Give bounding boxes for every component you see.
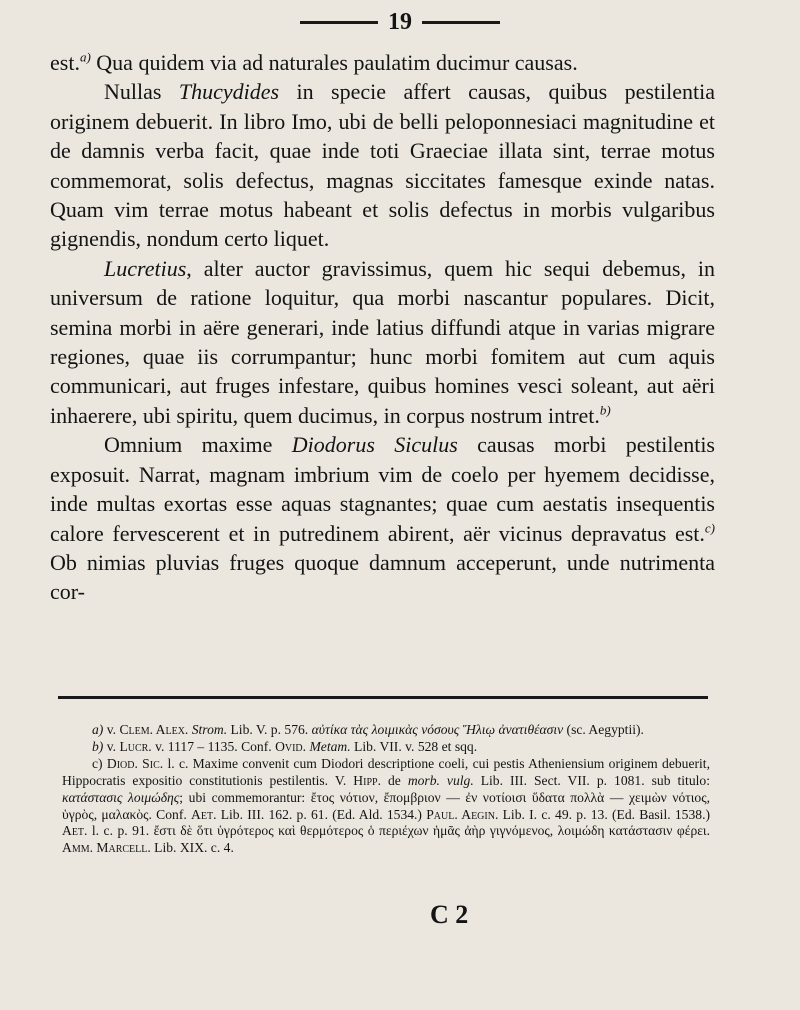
- text-run: Lib. VII. v. 528 et sqq.: [350, 738, 478, 754]
- paragraph: [50, 48, 715, 77]
- text-run: v.: [103, 738, 120, 754]
- page-number: 19: [388, 8, 412, 35]
- text-run: Nullas: [104, 79, 179, 105]
- text-run: Lib. III. 162. p. 61. (Ed. Ald. 1534.): [216, 806, 427, 822]
- text-run: v. 1117 – 1135. Conf.: [151, 738, 276, 754]
- header-rule-right: [422, 21, 500, 24]
- main-text: [50, 48, 715, 607]
- text-run: est.: [50, 50, 80, 75]
- text-run: l. c. Maxime convenit cum Diodori descriptione coeli, cui pestis Atheniensium originem debuerit, Hippocratis expositio constitutionis pestilentis. V.: [62, 755, 710, 788]
- text-run: Ob nimias pluvias fruges quoque damnum acceperunt, unde nutrimenta cor-: [50, 549, 715, 605]
- text-run: causas morbi pestilentis exposuit. Narrat, magnam imbrium vim de coelo per hyemem decidisse, inde multas exortas esse aquas stagnantes; quae cum aestatis insequentis calore fervescerent et in putredinem abirent, aër vicinus depravatus est.: [50, 432, 715, 546]
- italic-text: Lucretius: [104, 255, 187, 281]
- paragraph: [50, 430, 715, 606]
- footnotes: [62, 722, 710, 857]
- italic-text: a): [92, 722, 104, 737]
- header-rule-left: [300, 21, 378, 24]
- text-run: (sc. Aegyptii).: [563, 722, 644, 737]
- paragraph: [50, 254, 715, 430]
- text-run: Qua quidem via ad naturales paulatim ducimur causas.: [90, 50, 578, 75]
- text-run: v.: [103, 722, 120, 737]
- text-run: l. c. p. 91. ἔστι δὲ ὅτι ὑγρότερος καὶ θερμότερος ὁ περιέχων ἡμᾶς ἀὴρ γιγνόμενος, λοιμώδη κατάστασιν φέρει.: [87, 823, 710, 839]
- italic-text: αὐτίκα τὰς λοιμικὰς νόσους Ἥλιῳ ἀνατιθέασιν: [311, 722, 564, 737]
- author-name: Hipp.: [353, 772, 381, 788]
- footnote: [62, 756, 710, 857]
- text-run: Omnium maxime: [104, 432, 292, 458]
- author-name: Aet.: [191, 806, 217, 822]
- signature-mark: C 2: [430, 900, 469, 929]
- text-run: de: [380, 772, 408, 788]
- text-run: c): [92, 755, 107, 771]
- page-header: [0, 4, 800, 40]
- author-name: Aet.: [62, 823, 88, 839]
- text-run: Lib. I. c. 49. p. 13. (Ed. Basil. 1538.): [498, 806, 710, 822]
- text-run: Lib. V. p. 576.: [227, 722, 312, 737]
- author-name: Lucr.: [119, 738, 152, 754]
- author-name: Ovid.: [275, 738, 307, 754]
- italic-text: Thucydides: [178, 79, 280, 105]
- italic-text: Metam.: [309, 738, 351, 754]
- italic-text: κατάστασις λοιμώδης: [62, 789, 180, 805]
- italic-text: Strom.: [191, 722, 228, 737]
- paragraph: [50, 77, 715, 253]
- text-run: , alter auctor gravissimus, quem hic sequi debemus, in universum de ratione loquitur, qua morbi nascantur populares. Dicit, semina morbi in aëre generari, inde latius diffundi atque in varias migrare regiones, quae iis corrumpantur; hunc morbi fomitem aut cum aquis communicari, aut fruges infestare, quibus homines vesci soleant, aut aëri inhaerere, ubi spiritu, quem ducimus, in corpus nostrum intret.: [50, 255, 715, 428]
- author-name: Clem. Alex.: [119, 722, 189, 737]
- text-run: Lib. III. Sect. VII. p. 1081. sub titulo:: [473, 772, 710, 788]
- text-run: Lib. XIX. c. 4.: [150, 840, 234, 856]
- text-run: ; ubi commemorantur: ἔτος νότιον, ἔπομβριον — ἐν νοτίοισι ὕδατα πολλὰ — χειμὼν νότιος, ὑγρὸς, μαλακὸς. Conf.: [62, 789, 711, 822]
- text-run: in specie affert causas, quibus pestilentia originem debuerit. In libro Imo, ubi de belli peloponnesiaci magnitudine et de damnis verba facit, quae inde toti Graeciae illata sint, terrae motus commemorat, solis defectus, magnas siccitates famesque exinde natas. Quam vim terrae motus habeant et solis defectus in morbis vulgaribus gignendis, nondum certo liquet.: [50, 79, 715, 252]
- author-name: Diod. Sic.: [106, 755, 164, 771]
- footnote-ref: b): [599, 402, 611, 418]
- author-name: Paul. Aegin.: [426, 806, 499, 822]
- footnote: [62, 722, 710, 739]
- footnote-separator: [58, 696, 708, 699]
- footnote-ref: c): [704, 520, 715, 536]
- italic-text: Diodorus Siculus: [291, 432, 458, 458]
- italic-text: morb. vulg.: [407, 772, 474, 788]
- footnote-ref: a): [79, 49, 91, 65]
- italic-text: b): [92, 738, 104, 754]
- author-name: Amm. Marcell.: [62, 840, 151, 856]
- footnote: [62, 739, 710, 756]
